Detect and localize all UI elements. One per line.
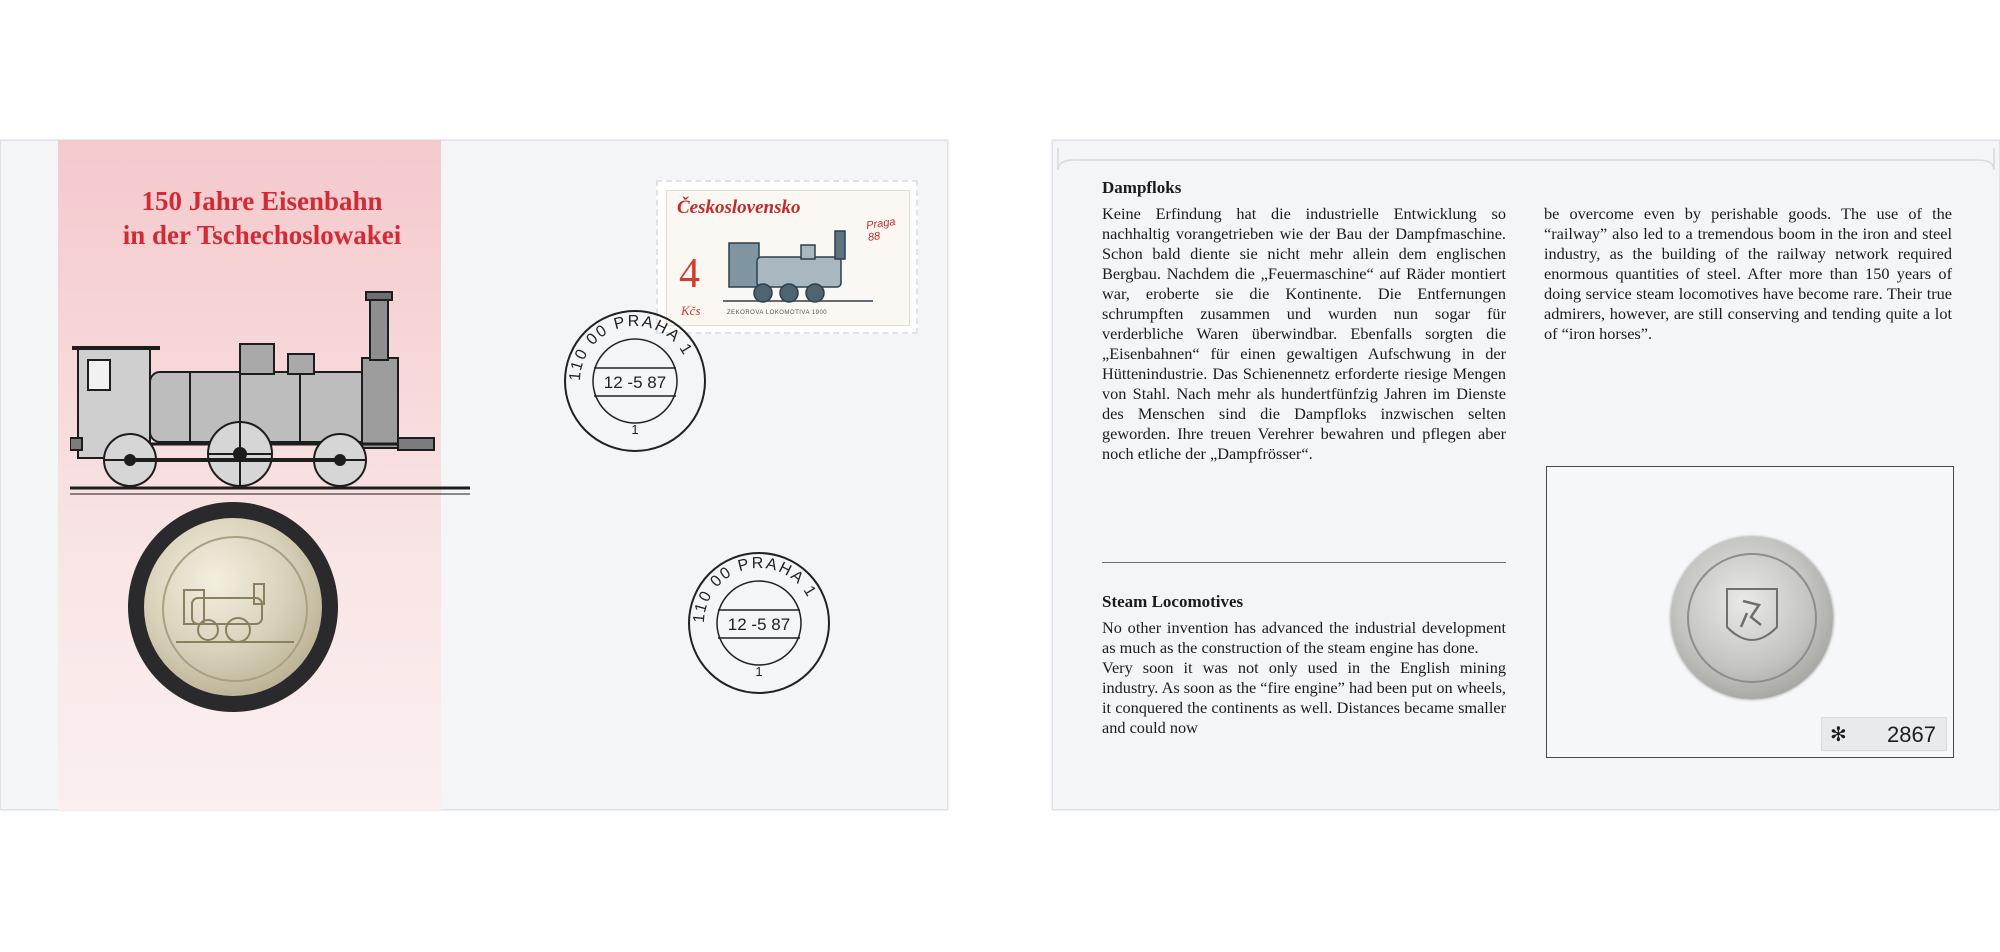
stamp-caption: ZEKOROVA LOKOMOTIVA 1900 — [727, 310, 828, 316]
postmark-1-date: 12 -5 87 — [603, 373, 667, 392]
envelope-front — [0, 140, 948, 810]
locomotive-illustration — [70, 288, 470, 498]
commemorative-coin — [144, 518, 322, 696]
cover-title-line-2: in der Tschechoslowakei — [122, 220, 402, 250]
english-text-column — [1102, 592, 1506, 738]
postmark-2-code: 110 00 — [690, 563, 736, 624]
coin-shield-icon — [1689, 555, 1815, 681]
coin-emblem — [1687, 553, 1817, 683]
section-divider — [1102, 562, 1506, 563]
serial-number: 2867 — [1887, 722, 1936, 747]
star-icon: ✻ — [1830, 724, 1847, 746]
postmark-1-number: 1 — [631, 422, 639, 437]
german-text-column — [1102, 178, 1506, 464]
postmark-1 — [560, 306, 710, 456]
english-paragraph-1: No other invention has advanced the industrial development as much as the construction of the steam engine has done. — [1102, 618, 1506, 657]
coin-window — [1546, 466, 1954, 758]
envelope-back — [1052, 140, 2000, 810]
postmark-2-city: PRAHA 1 — [736, 554, 820, 602]
german-heading: Dampfloks — [1102, 178, 1182, 197]
serial-number-badge — [1821, 717, 1947, 751]
stamp-unit: Kčs — [681, 303, 701, 318]
stamp-country: Československo — [677, 197, 801, 218]
english-text-continued — [1544, 204, 1952, 344]
postmark-1-code: 110 00 — [566, 321, 612, 382]
cover-title — [92, 184, 432, 252]
stamp-event-logo: Praga 88 — [865, 215, 897, 244]
cover-title-line-1: 150 Jahre Eisenbahn — [141, 186, 383, 216]
english-paragraph-3: be overcome even by perishable goods. The use of the “railway” also led to a tremendous boom in the iron and steel industry, as the building of the railway network required enormous quantities of steel. After more than 150 years of doing service steam locomotives have become rare. Their true admirers, however, are still conserving and tending quite a lot of “iron horses”. — [1544, 204, 1952, 343]
reverse-coin — [1671, 537, 1833, 699]
stamp-value: 4 — [679, 251, 700, 297]
postmark-2-date: 12 -5 87 — [727, 615, 791, 634]
coin-mount — [128, 502, 338, 712]
postmark-2 — [684, 548, 834, 698]
german-paragraph: Keine Erfindung hat die industrielle Entwicklung so nachhaltig vorangetrieben wie der Bau der Dampfmaschine. Schon bald diente sie nicht mehr allein dem englischen Bergbau. Nachdem die „Feuermaschine“ auf Räder montiert war, eroberte sie die Kontinente. Die Entfernungen schrumpften zusammen und wurden nun sogar für verderbliche Waren überwindbar. Ebenfalls sorgten die „Eisenbahnen“ für einen gewaltigen Aufschwung in der Hüttenindustrie. Das Schienennetz erforderte riesige Mengen von Stahl. Nach mehr als hundertfünfzig Jahren im Dienste des Menschen sind die Dampfloks inzwischen selten geworden. Ihre treuen Verehrer bewahren und pflegen aber noch etliche der „Dampfrösser“. — [1102, 204, 1506, 463]
english-heading: Steam Locomotives — [1102, 592, 1244, 611]
coin-locomotive-relief — [164, 538, 306, 680]
postmark-1-city: PRAHA 1 — [612, 312, 696, 360]
coin-relief — [162, 536, 308, 682]
stamp-locomotive-icon — [723, 225, 873, 307]
english-paragraph-2: Very soon it was not only used in the English mining industry. As soon as the “fire engine” had been put on wheels, it conquered the continents as well. Distances became smaller and could now — [1102, 658, 1506, 737]
postmark-2-number: 1 — [755, 664, 763, 679]
